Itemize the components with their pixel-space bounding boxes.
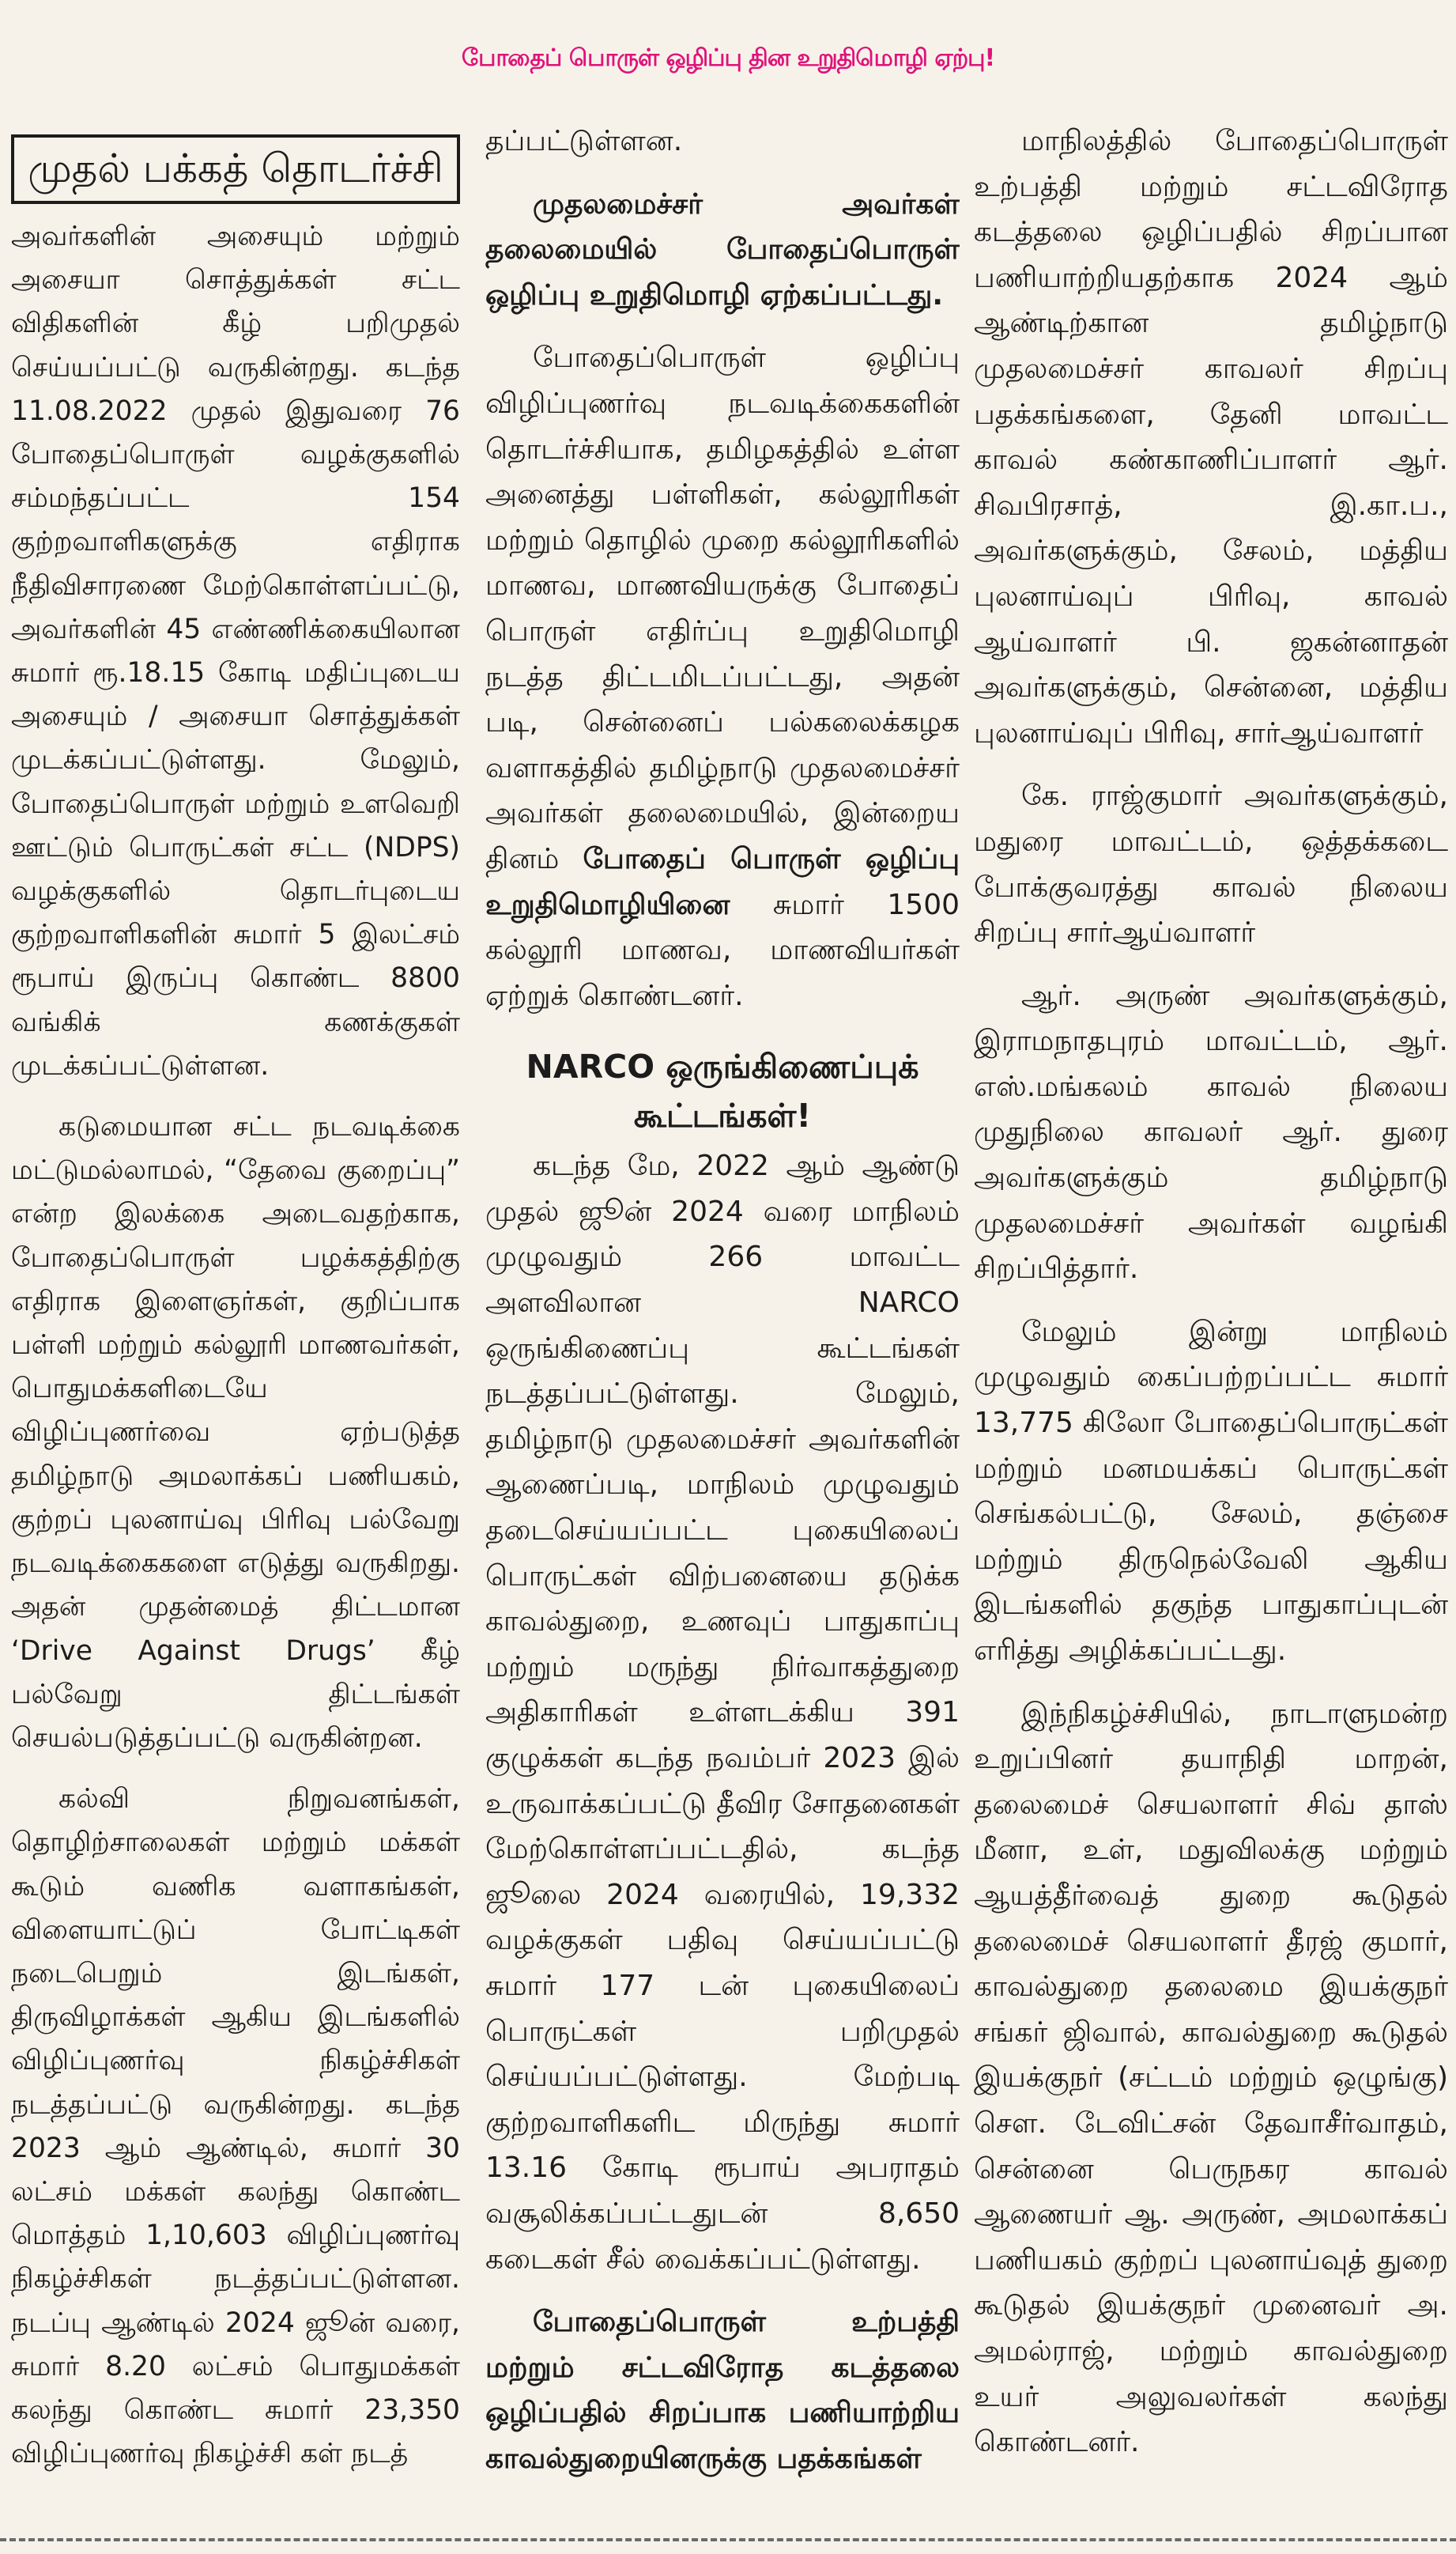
col2-paragraph-3-text-a: போதைப்பொருள் ஒழிப்பு விழிப்புணர்வு நடவடிக்கைகளின் தொடர்ச்சியாக, தமிழகத்தில் உள்ள அனைத்து பள்ளிகள், கல்லூரிகள் மற்றும் தொழில் முறை கல்லூரிகளில் மாணவ, மாணவியருக்கு போதைப் பொருள் எதிர்ப்பு உறுதிமொழி நடத்த திட்டமிடப்பட்டது, அதன் படி, சென்னைப் பல்கலைக்கழக வளாகத்தில் தமிழ்நாடு முதலமைச்சர் அவர்கள் தலைமையில், இன்றைய தினம்	[485, 342, 960, 875]
continued-from-front-page-box	[11, 134, 460, 204]
column-2	[485, 119, 960, 2530]
col3-paragraph-4: மேலும் இன்று மாநிலம் முழுவதும் கைப்பற்றப்பட்ட சுமார் 13,775 கிலோ போதைப்பொருட்கள் மற்றும் மனமயக்கப் பொருட்கள் செங்கல்பட்டு, சேலம், தஞ்சை மற்றும் திருநெல்வேலி ஆகிய இடங்களில் தகுந்த பாதுகாப்புடன் எரித்து அழிக்கப்பட்டது.	[974, 1315, 1448, 1667]
col3-paragraph-2: கே. ராஜ்குமார் அவர்களுக்கும், மதுரை மாவட்டம், ஒத்தக்கடை போக்குவரத்து காவல் நிலைய சிறப்பு சார்ஆய்வாளர்	[974, 780, 1448, 950]
column-3	[974, 119, 1448, 2530]
continued-label: முதல் பக்கத் தொடர்ச்சி	[28, 145, 443, 192]
col3-paragraph-3: ஆர். அருண் அவர்களுக்கும், இராமநாதபுரம் மாவட்டம், ஆர். எஸ்.மங்கலம் காவல் நிலைய முதுநிலை காவலர் ஆர். துரை அவர்களுக்கும் தமிழ்நாடு முதலமைச்சர் அவர்கள் வழங்கி சிறப்பித்தார்.	[974, 979, 1448, 1286]
bottom-dashed-divider	[0, 2538, 1456, 2541]
col2-paragraph-3-text-c: சுமார் 1500 கல்லூரி மாணவ, மாணவியர்கள் ஏற்றுக் கொண்டனர்.	[485, 888, 960, 1012]
page-headline: போதைப் பொருள் ஒழிப்பு தின உறுதிமொழி ஏற்பு!	[461, 43, 995, 72]
col1-paragraph-2: கடுமையான சட்ட நடவடிக்கை மட்டுமல்லாமல், “தேவை குறைப்பு” என்ற இலக்கை அடைவதற்காக, போதைப்பொருள் பழக்கத்திற்கு எதிராக இளைஞர்கள், குறிப்பாக பள்ளி மற்றும் கல்லூரி மாணவர்கள், பொதுமக்களிடையே விழிப்புணர்வை ஏற்படுத்த தமிழ்நாடு அமலாக்கப் பணியகம், குற்றப் புலனாய்வு பிரிவு பல்வேறு நடவடிக்கைகளை எடுத்து வருகிறது. அதன் முதன்மைத் திட்டமான ‘Drive Against Drugs’ கீழ் பல்வேறு திட்டங்கள் செயல்படுத்தப்பட்டு வருகின்றன.	[11, 1111, 460, 1754]
col1-paragraph-3: கல்வி நிறுவனங்கள், தொழிற்சாலைகள் மற்றும் மக்கள் கூடும் வணிக வளாகங்கள், விளையாட்டுப் போட்டிகள் நடைபெறும் இடங்கள், திருவிழாக்கள் ஆகிய இடங்களில் விழிப்புணர்வு நிகழ்ச்சிகள் நடத்தப்பட்டு வருகின்றது. கடந்த 2023 ஆம் ஆண்டில், சுமார் 30 லட்சம் மக்கள் கலந்து கொண்ட மொத்தம் 1,10,603 விழிப்புணர்வு நிகழ்ச்சிகள் நடத்தப்பட்டுள்ளன. நடப்பு ஆண்டில் 2024 ஜூன் வரை, சுமார் 8.20 லட்சம் பொதுமக்கள் கலந்து கொண்ட சுமார் 23,350 விழிப்புணர்வு நிகழ்ச்சி கள் நடத்	[11, 1783, 460, 2470]
col2-paragraph-1: தப்பட்டுள்ளன.	[485, 125, 683, 157]
col1-paragraph-1: அவர்களின் அசையும் மற்றும் அசையா சொத்துக்கள் சட்ட விதிகளின் கீழ் பறிமுதல் செய்யப்பட்டு வருகின்றது. கடந்த 11.08.2022 முதல் இதுவரை 76 போதைப்பொருள் வழக்குகளில் சம்மந்தப்பட்ட 154 குற்றவாளிகளுக்கு எதிராக நீதிவிசாரணை மேற்கொள்ளப்பட்டு, அவர்களின் 45 எண்ணிக்கையிலான சுமார் ரூ.18.15 கோடி மதிப்புடைய அசையும் / அசையா சொத்துக்கள் முடக்கப்பட்டுள்ளது. மேலும், போதைப்பொருள் மற்றும் உளவெறி ஊட்டும் பொருட்கள் சட்ட (NDPS) வழக்குகளில் தொடர்புடைய குற்றவாளிகளின் சுமார் 5 இலட்சம் ரூபாய் இருப்பு கொண்ட 8800 வங்கிக் கணக்குகள் முடக்கப்பட்டுள்ளன.	[11, 221, 460, 1082]
col2-bold-heading-1: முதலமைச்சர் அவர்கள் தலைமையில் போதைப்பொருள் ஒழிப்பு உறுதிமொழி ஏற்கப்பட்டது.	[485, 187, 960, 312]
column-1	[11, 119, 460, 2530]
col2-paragraph-3	[485, 335, 960, 1018]
col3-paragraph-5: இந்நிகழ்ச்சியில், நாடாளுமன்ற உறுப்பினர் தயாநிதி மாறன், தலைமைச் செயலாளர் சிவ் தாஸ் மீனா, உள், மதுவிலக்கு மற்றும் ஆயத்தீர்வைத் துறை கூடுதல் தலைமைச் செயலாளர் தீரஜ் குமார், காவல்துறை தலைமை இயக்குநர் சங்கர் ஜிவால், காவல்துறை கூடுதல் இயக்குநர் (சட்டம் மற்றும் ஒழுங்கு) செள. டேவிட்சன் தேவாசீர்வாதம், சென்னை பெருநகர காவல் ஆணையர் ஆ. அருண், அமலாக்கப் பணியகம் குற்றப் புலனாய்வுத் துறை கூடுதல் இயக்குநர் முனைவர் அ. அமல்ராஜ், மற்றும் காவல்துறை உயர் அலுவலர்கள் கலந்து கொண்டனர்.	[974, 1697, 1448, 2459]
col3-paragraph-1: மாநிலத்தில் போதைப்பொருள் உற்பத்தி மற்றும் சட்டவிரோத கடத்தலை ஒழிப்பதில் சிறப்பான பணியாற்றியதற்காக 2024 ஆம் ஆண்டிற்கான தமிழ்நாடு முதலமைச்சர் காவலர் சிறப்பு பதக்கங்களை, தேனி மாவட்ட காவல் கண்காணிப்பாளர் ஆர். சிவபிரசாத், இ.கா.ப., அவர்களுக்கும், சேலம், மத்திய புலனாய்வுப் பிரிவு, காவல் ஆய்வாளர் பி. ஜகன்னாதன் அவர்களுக்கும், சென்னை, மத்திய புலனாய்வுப் பிரிவு, சார்ஆய்வாளர்	[974, 125, 1448, 750]
col2-paragraph-4: கடந்த மே, 2022 ஆம் ஆண்டு முதல் ஜூன் 2024 வரை மாநிலம் முழுவதும் 266 மாவட்ட அளவிலான NARCO ஒருங்கிணைப்பு கூட்டங்கள் நடத்தப்பட்டுள்ளது. மேலும், தமிழ்நாடு முதலமைச்சர் அவர்களின் ஆணைப்படி, மாநிலம் முழுவதும் தடைசெய்யப்பட்ட புகையிலைப் பொருட்கள் விற்பனையை தடுக்க காவல்துறை, உணவுப் பாதுகாப்பு மற்றும் மருந்து நிர்வாகத்துறை அதிகாரிகள் உள்ளடக்கிய 391 குழுக்கள் கடந்த நவம்பர் 2023 இல் உருவாக்கப்பட்டு தீவிர சோதனைகள் மேற்கொள்ளப்பட்டதில், கடந்த ஜூலை 2024 வரையில், 19,332 வழக்குகள் பதிவு செய்யப்பட்டு சுமார் 177 டன் புகையிலைப் பொருட்கள் பறிமுதல் செய்யப்பட்டுள்ளது. மேற்படி குற்றவாளிகளிட மிருந்து சுமார் 13.16 கோடி ரூபாய் அபராதம் வசூலிக்கப்பட்டதுடன் 8,650 கடைகள் சீல் வைக்கப்பட்டுள்ளது.	[485, 1150, 960, 2276]
col2-subheading-narco: NARCO ஒருங்கிணைப்புக் கூட்டங்கள்!	[526, 1048, 919, 1135]
col2-bold-heading-2: போதைப்பொருள் உற்பத்தி மற்றும் சட்டவிரோத கடத்தலை ஒழிப்பதில் சிறப்பாக பணியாற்றிய காவல்துறையினருக்கு பதக்கங்கள்	[485, 2306, 960, 2475]
col2-paragraph-3-bold: போதைப் பொருள் ஒழிப்பு உறுதிமொழியினை	[485, 842, 960, 921]
